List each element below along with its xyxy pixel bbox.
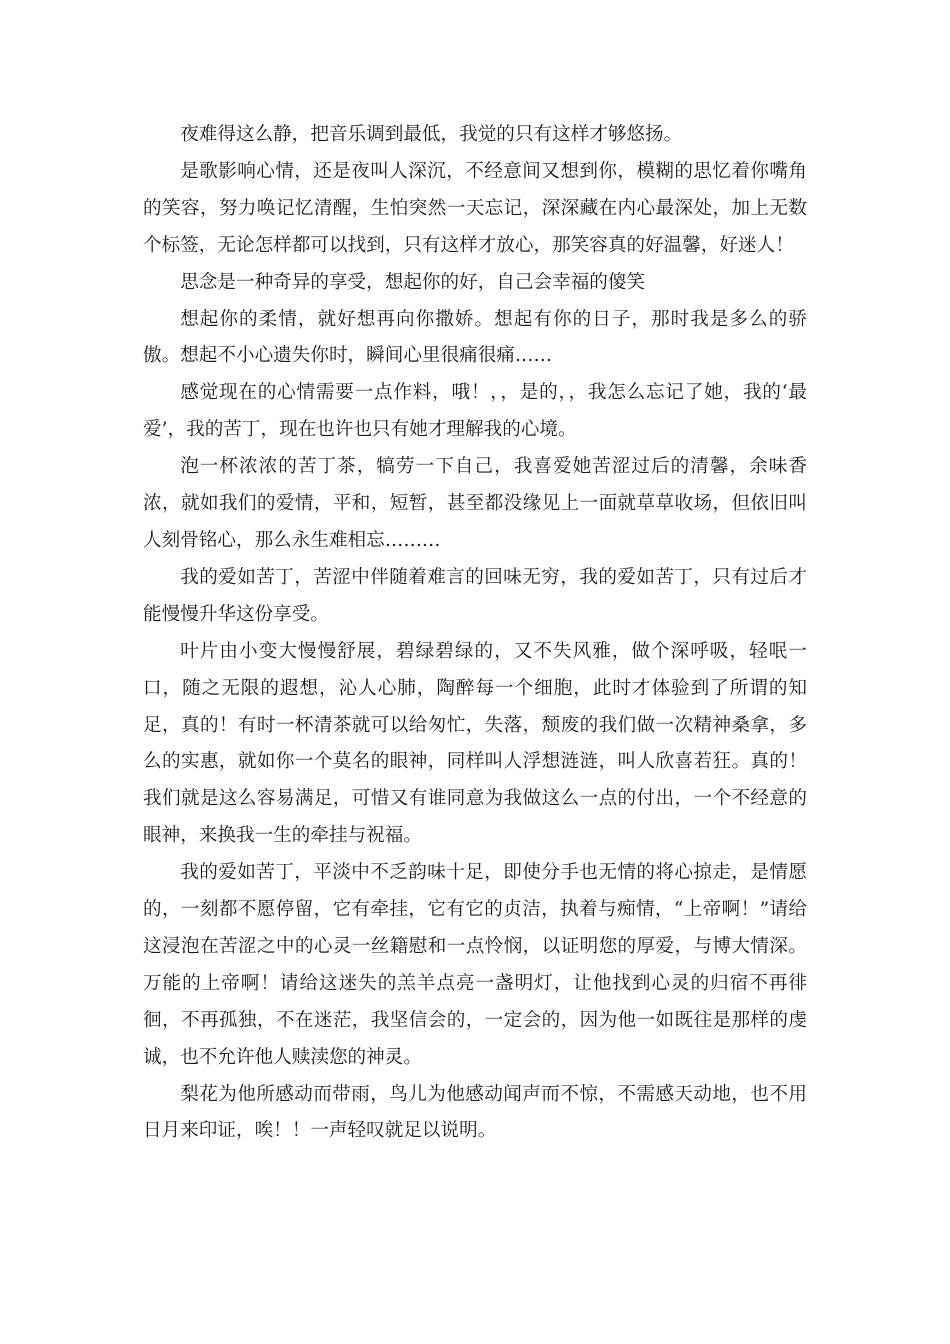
paragraph: 感觉现在的心情需要一点作料，哦！，，是的，，我怎么忘记了她，我的‘最爱’，我的苦丁，现在也许也只有她才理解我的心境。 <box>143 382 807 441</box>
paragraph: 夜难得这么静，把音乐调到最低，我觉的只有这样才够悠扬。 <box>180 124 683 145</box>
paragraph: 泡一杯浓浓的苦丁茶，犒劳一下自己，我喜爱她苦涩过后的清馨，余味香浓，就如我们的爱情，平和，短暂，甚至都没缘见上一面就草草收场，但依旧叫人刻骨铭心，那么永生难相忘……… <box>143 456 807 551</box>
paragraph: 是歌影响心情，还是夜叫人深沉，不经意间又想到你，模糊的思忆着你嘴角的笑容，努力唤记忆清醒，生怕突然一天忘记，深深藏在内心最深处，加上无数个标签，无论怎样都可以找到，只有这样才放心，那笑容真的好温馨，好迷人！ <box>143 160 807 256</box>
paragraph: 梨花为他所感动而带雨，鸟儿为他感动闻声而不惊，不需感天动地，也不用日月来印证，唉！！一声轻叹就足以说明。 <box>143 1083 807 1142</box>
paragraph: 叶片由小变大慢慢舒展，碧绿碧绿的，又不失风雅，做个深呼吸，轻呡一口，随之无限的遐想，沁人心肺，陶醉每一个细胞，此时才体验到了所谓的知足，真的！有时一杯清茶就可以给匆忙，失落，颓废的我们做一次精神桑拿，多么的实惠，就如你一个莫名的眼神，同样叫人浮想涟涟，叫人欣喜若狂。真的！我们就是这么容易满足，可惜又有谁同意为我做这么一点的付出，一个不经意的眼神，来换我一生的牵挂与祝福。 <box>143 640 807 847</box>
paragraph: 想起你的柔情，就好想再向你撒娇。想起有你的日子，那时我是多么的骄傲。想起不小心遗失你时，瞬间心里很痛很痛…… <box>143 308 807 367</box>
paragraph: 思念是一种奇异的享受，想起你的好，自己会幸福的傻笑 <box>180 271 646 293</box>
paragraph: 我的爱如苦丁，平淡中不乏韵味十足，即使分手也无情的将心掠走，是情愿的，一刻都不愿停留，它有牵挂，它有它的贞洁，执着与痴情，“上帝啊！”请给这浸泡在苦涩之中的心灵一丝籍慰和一点怜悯，以证明您的厚爱，与博大情深。万能的上帝啊！请给这迷失的羔羊点亮一盏明灯，让他找到心灵的归宿不再徘徊，不再孤独，不在迷茫，我坚信会的，一定会的，因为他一如既往是那样的虔诚，也不允许他人赎渎您的神灵。 <box>143 862 807 1068</box>
document-body <box>143 117 807 1150</box>
paragraph: 我的爱如苦丁，苦涩中伴随着难言的回味无穷，我的爱如苦丁，只有过后才能慢慢升华这份享受。 <box>143 566 807 625</box>
